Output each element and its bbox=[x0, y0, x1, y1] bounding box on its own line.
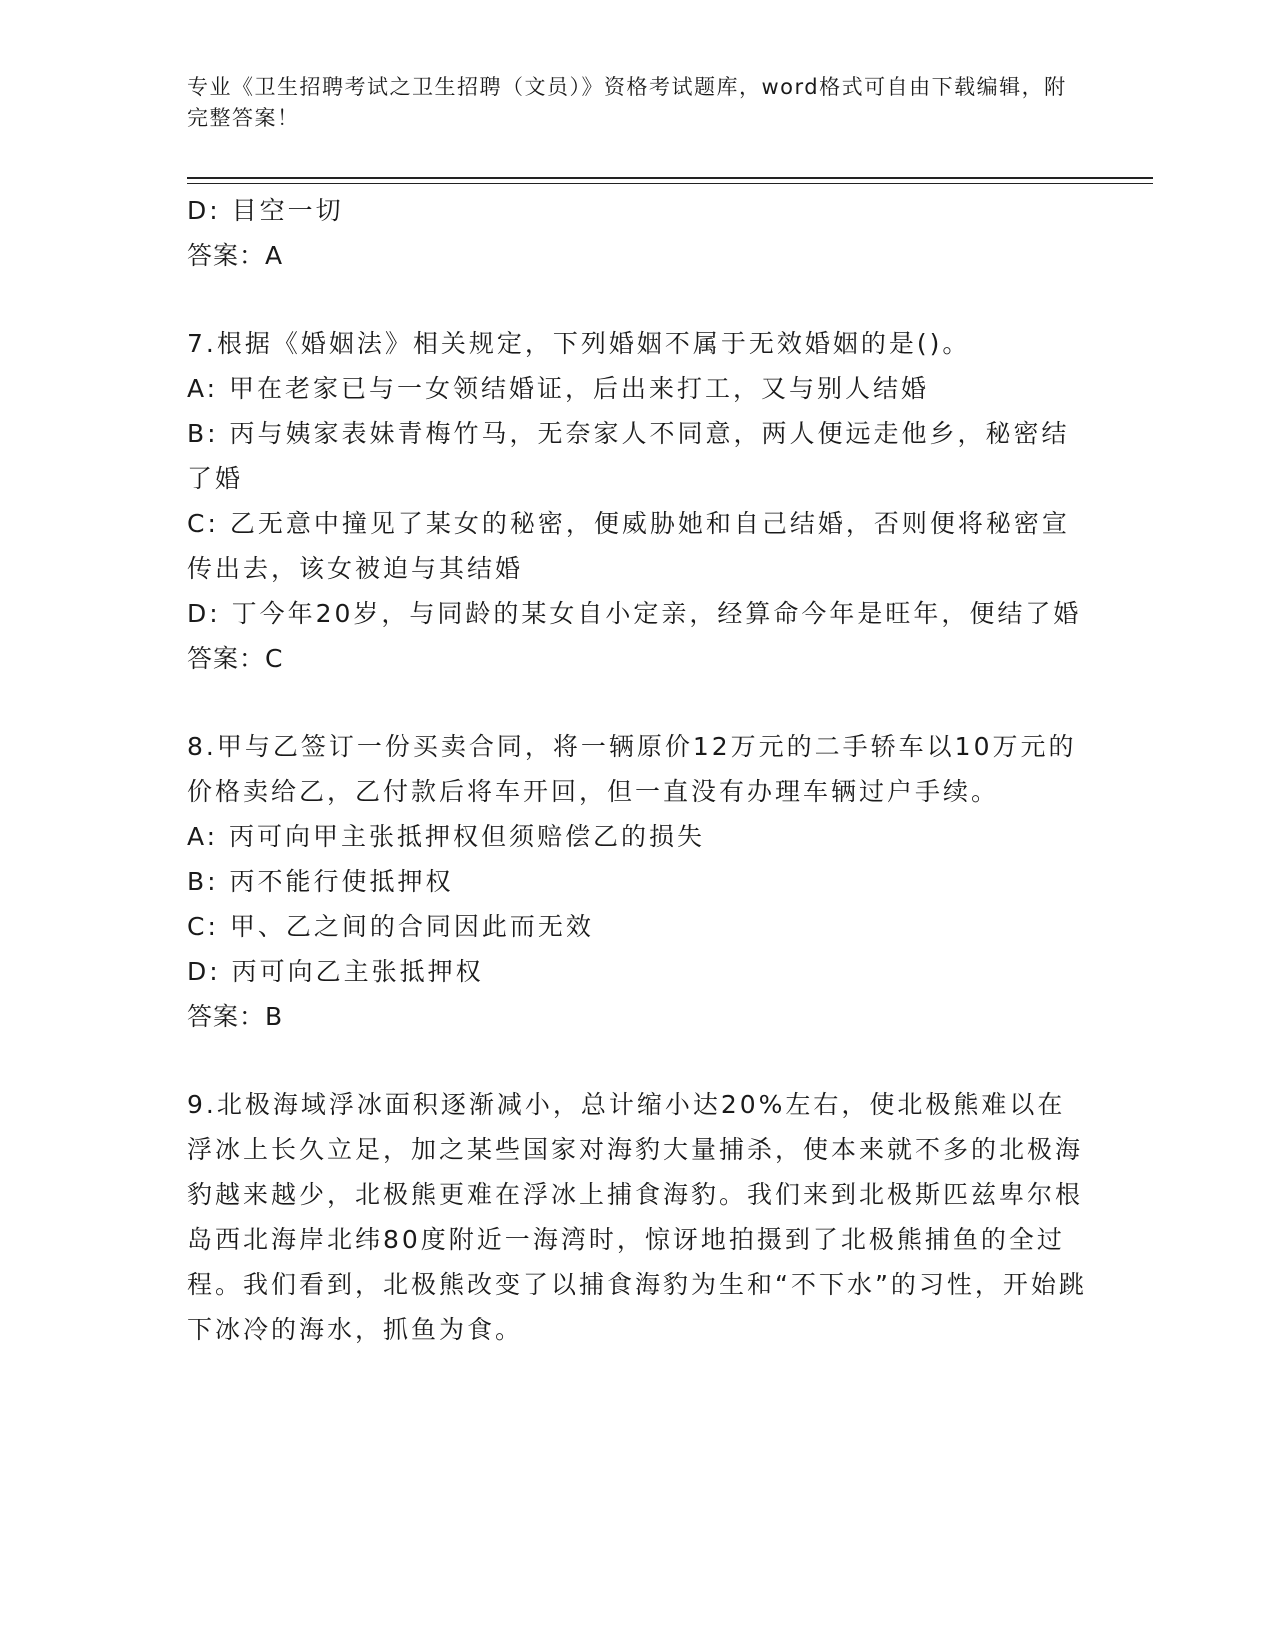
q7-option-c: C: 乙无意中撞见了某女的秘密，便威胁她和自己结婚，否则便将秘密宣传出去，该女被迫与其结婚 bbox=[187, 509, 1070, 583]
prev-question-answer: 答案：A bbox=[187, 241, 284, 270]
page-header: 专业《卫生招聘考试之卫生招聘（文员）》资格考试题库，word格式可自由下载编辑，附完整答案！ bbox=[187, 75, 1067, 130]
document-body bbox=[187, 188, 1087, 1352]
q7-stem: 7.根据《婚姻法》相关规定，下列婚姻不属于无效婚姻的是()。 bbox=[187, 329, 971, 358]
q8-option-b: B: 丙不能行使抵押权 bbox=[187, 867, 454, 896]
spacer bbox=[187, 1039, 1087, 1082]
q8-option-a: A: 丙可向甲主张抵押权但须赔偿乙的损失 bbox=[187, 822, 706, 851]
spacer bbox=[187, 681, 1087, 724]
header-divider-thick bbox=[187, 177, 1153, 179]
q7-option-a: A: 甲在老家已与一女领结婚证，后出来打工，又与别人结婚 bbox=[187, 374, 930, 403]
q8-option-d: D: 丙可向乙主张抵押权 bbox=[187, 957, 484, 986]
header-divider-thin bbox=[187, 183, 1153, 184]
q8-option-c: C: 甲、乙之间的合同因此而无效 bbox=[187, 912, 594, 941]
q7-option-b: B: 丙与姨家表妹青梅竹马，无奈家人不同意，两人便远走他乡，秘密结了婚 bbox=[187, 419, 1070, 493]
spacer bbox=[187, 278, 1087, 321]
q8-stem: 8.甲与乙签订一份买卖合同，将一辆原价12万元的二手轿车以10万元的价格卖给乙，乙付款后将车开回，但一直没有办理车辆过户手续。 bbox=[187, 732, 1077, 806]
prev-question-option-d: D: 目空一切 bbox=[187, 196, 344, 225]
q8-answer: 答案：B bbox=[187, 1002, 284, 1031]
q9-stem: 9.北极海域浮冰面积逐渐减小，总计缩小达20%左右，使北极熊难以在浮冰上长久立足，加之某些国家对海豹大量捕杀，使本来就不多的北极海豹越来越少，北极熊更难在浮冰上捕食海豹。我们来到北极斯匹兹卑尔根岛西北海岸北纬80度附近一海湾时，惊讶地拍摄到了北极熊捕鱼的全过程。我们看到，北极熊改变了以捕食海豹为生和“不下水”的习性，开始跳下冰冷的海水，抓鱼为食。 bbox=[187, 1090, 1087, 1344]
q7-option-d: D: 丁今年20岁，与同龄的某女自小定亲，经算命今年是旺年，便结了婚 bbox=[187, 599, 1082, 628]
q7-answer: 答案：C bbox=[187, 644, 284, 673]
